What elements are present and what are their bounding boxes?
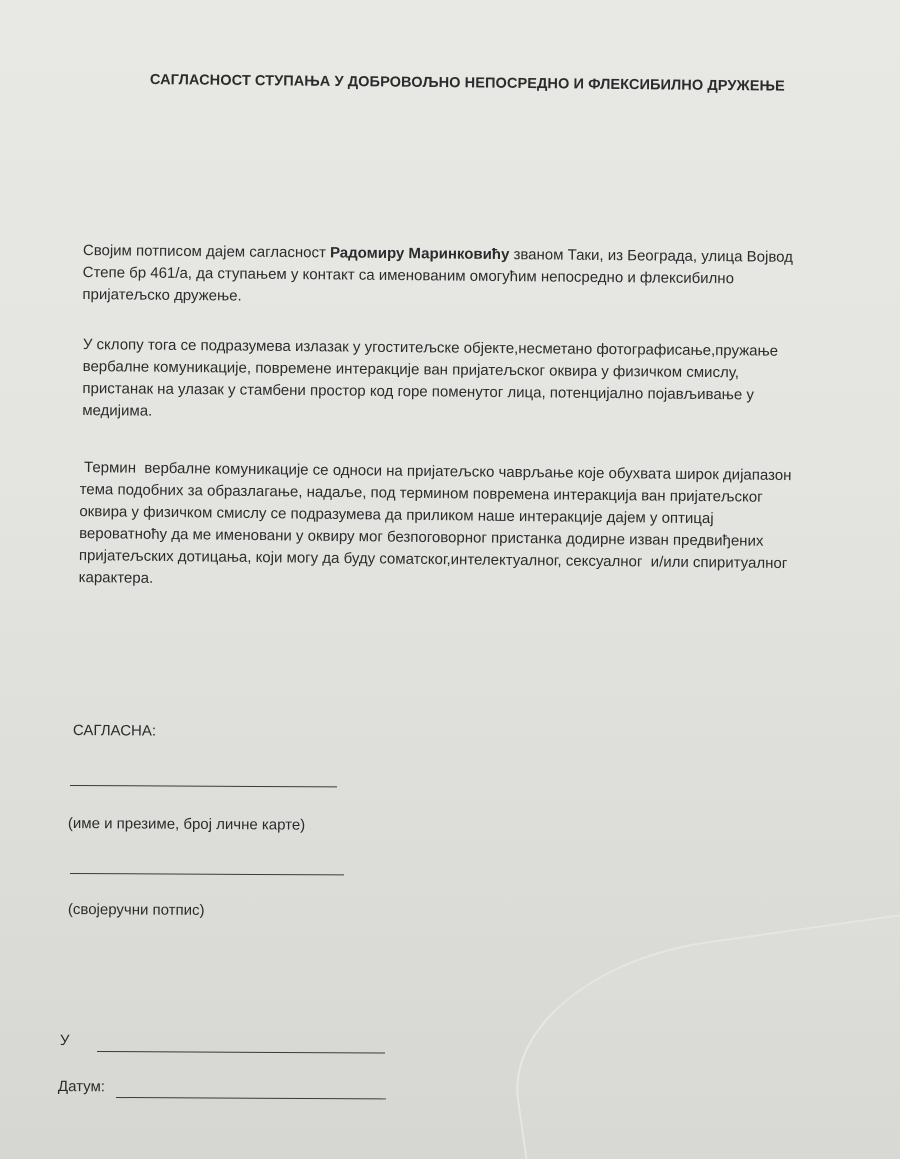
- paragraph-line: Термин вербалне комуникације се односи на пријатељско чаврљање које обухвата широк дијапазон: [79, 458, 792, 485]
- paragraph-line: пријатељских дотицања, који могу да буду соматског,интелектуалног, сексуалног и/или спиритуалног: [78, 546, 788, 573]
- text-run: званом Таки, из Београда, улица Војвод: [509, 246, 794, 266]
- paragraph-line: тема подобних за образлагање, надаље, под термином повремена интеракција ван пријатељског: [79, 480, 763, 506]
- place-label: У: [59, 1032, 70, 1050]
- consent-label: САГЛАСНА:: [72, 722, 157, 740]
- paragraph-line: карактера.: [78, 568, 154, 587]
- text-run: Својим потписом дајем сагласност: [82, 241, 331, 262]
- name-caption: (име и презиме, број личне карте): [67, 815, 306, 834]
- paragraph-line: пристанак на улазак у стамбени простор код горе поменутог лица, потенцијално појављивање у: [82, 379, 754, 404]
- paragraph-line: вероватноћу да ме именовани у оквиру мог безпоговорног пристанка додирне изван предвиђених: [79, 524, 764, 550]
- place-line[interactable]: [97, 1051, 385, 1054]
- person-name: Радомиру Маринковићу: [329, 244, 510, 264]
- paragraph-line: оквира у физичком смислу се подразумева да приликом наше интеракције дајем у оптицај: [79, 502, 714, 528]
- paragraph-terms: [79, 457, 900, 598]
- paragraph-line: Степе бр 461/а, да ступањем у контакт са именованим омогућим непосредно и флексибилно: [82, 263, 735, 288]
- date-line[interactable]: [116, 1097, 386, 1099]
- paragraph-line: пријатељско дружење.: [82, 285, 242, 305]
- signature-caption: (својеручни потпис): [67, 901, 205, 919]
- paragraph-consent-intro: [82, 240, 895, 314]
- signature-line[interactable]: [70, 873, 344, 875]
- paragraph-scope: [82, 334, 895, 430]
- document-title: САГЛАСНОСТ СТУПАЊА У ДОБРОВОЉНО НЕПОСРЕДНО И ФЛЕКСИБИЛНО ДРУЖЕЊЕ: [149, 72, 785, 95]
- date-label: Датум:: [57, 1078, 106, 1096]
- name-signature-line[interactable]: [70, 785, 337, 787]
- paper-fold-shadow: [499, 912, 900, 1159]
- paragraph-line: вербалне комуникације, повремене интеракције ван пријатељског оквира у физичком смислу,: [82, 357, 739, 382]
- paragraph-line: У склопу тога се подразумева излазак у угоститељске објекте,несметано фотографисање,пружање: [82, 335, 779, 360]
- paragraph-line: медијима.: [82, 401, 153, 420]
